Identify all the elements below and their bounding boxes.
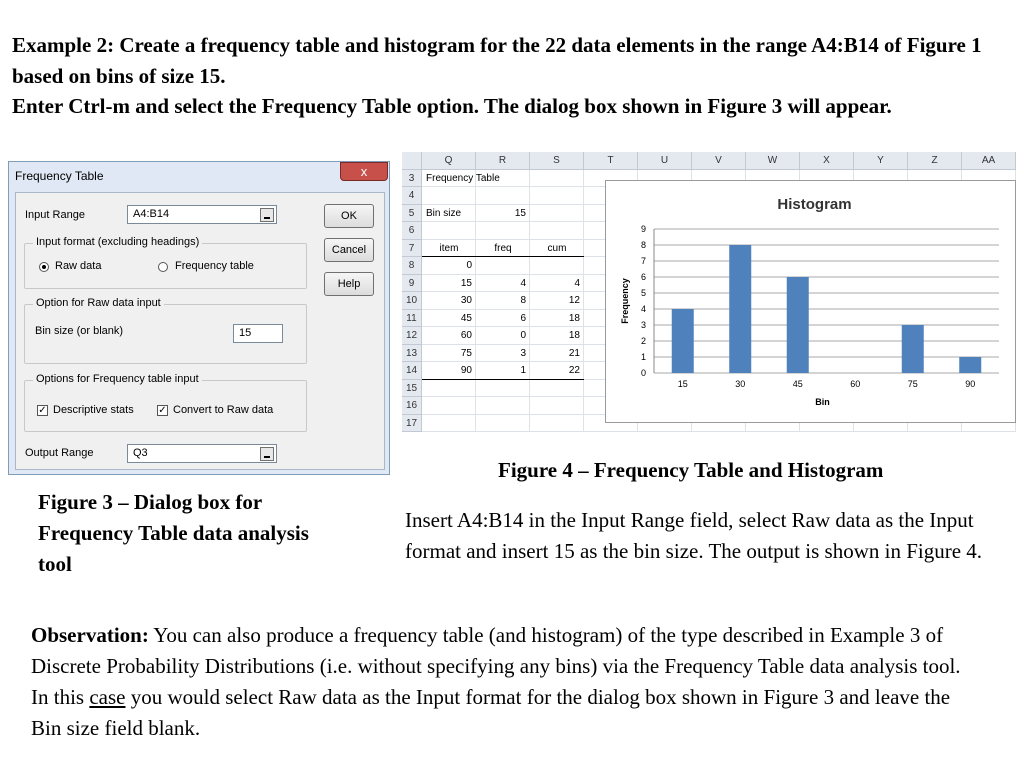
table-bottom-border — [422, 379, 584, 380]
convert-raw-label: Convert to Raw data — [173, 404, 274, 416]
table-cell: 0 — [520, 330, 526, 341]
observation-text-1: You can also produce a frequency table (and histogram) of the type described in Example 3 of Discrete Probability Distributions (i.e. without specifying any bins) via the Frequency Table data analysis tool. In this — [31, 623, 961, 709]
row-header: 3 — [402, 170, 422, 188]
frequency-table-label: Frequency table — [175, 260, 254, 272]
table-header-cell: cum — [547, 242, 567, 254]
column-header: Q — [422, 152, 476, 170]
y-tick-label: 1 — [640, 352, 646, 362]
case-link[interactable]: case — [89, 685, 126, 709]
raw-data-options-group — [24, 297, 307, 364]
frequency-table-options-group — [24, 373, 307, 432]
row-header: 7 — [402, 240, 422, 258]
sheet-gridline — [422, 431, 1016, 432]
frequency-table-radio[interactable] — [158, 262, 168, 272]
column-header: Z — [908, 152, 962, 170]
column-header: S — [530, 152, 584, 170]
row-header: 10 — [402, 292, 422, 310]
column-header: Y — [854, 152, 908, 170]
y-tick-label: 8 — [640, 240, 646, 250]
row-header: 11 — [402, 310, 422, 328]
close-button[interactable]: x — [340, 162, 388, 181]
histogram-bar — [959, 357, 981, 373]
sheet-corner — [402, 152, 422, 170]
input-format-group-title: Input format (excluding headings) — [33, 236, 202, 248]
histogram-bar — [672, 309, 694, 373]
table-cell: 18 — [568, 312, 580, 324]
table-cell: 90 — [460, 365, 472, 376]
figure-4-caption: Figure 4 – Frequency Table and Histogram — [498, 458, 884, 482]
figure-3-caption: Figure 3 – Dialog box for Frequency Table data analysis tool — [38, 490, 309, 576]
table-cell: 60 — [460, 330, 472, 341]
table-cell: 3 — [520, 347, 526, 359]
column-header: V — [692, 152, 746, 170]
frequency-table-options-title: Options for Frequency table input — [33, 373, 202, 385]
output-range-collapse-icon[interactable] — [260, 447, 274, 461]
descriptive-stats-checkbox[interactable]: ✓ — [38, 405, 47, 416]
table-cell: 8 — [520, 295, 526, 306]
raw-data-radio[interactable] — [39, 262, 49, 272]
dialog-body — [15, 192, 385, 470]
bin-size-field[interactable]: 15 — [233, 324, 283, 343]
table-cell: 0 — [466, 260, 472, 271]
y-tick-label: 0 — [640, 368, 646, 378]
column-header: R — [476, 152, 530, 170]
chart-title: Histogram — [777, 196, 852, 213]
descriptive-stats-label: Descriptive stats — [53, 404, 134, 416]
table-header-cell: freq — [494, 242, 512, 254]
table-cell: 30 — [460, 295, 472, 306]
x-tick-label: 75 — [907, 379, 918, 389]
histogram-bar — [787, 277, 809, 373]
table-cell: 4 — [574, 277, 580, 289]
row-header: 16 — [402, 397, 422, 415]
row-header: 6 — [402, 222, 422, 240]
output-range-field[interactable]: Q3 — [127, 444, 277, 463]
observation-label: Observation: — [31, 623, 149, 647]
histogram-bar — [902, 325, 924, 373]
row-header: 5 — [402, 205, 422, 223]
output-range-label: Output Range — [25, 447, 94, 459]
table-cell: 6 — [520, 312, 526, 324]
x-tick-label: 30 — [735, 379, 746, 389]
row-header: 4 — [402, 187, 422, 205]
y-tick-label: 3 — [640, 320, 646, 330]
table-cell: 18 — [568, 330, 580, 341]
cancel-button[interactable]: Cancel — [324, 238, 374, 262]
histogram-svg — [606, 181, 1015, 422]
intro-line-2: Enter Ctrl-m and select the Frequency Table option. The dialog box shown in Figure 3 will appear. — [12, 94, 892, 118]
intro-text — [12, 30, 1012, 122]
row-header: 13 — [402, 345, 422, 363]
row-header: 14 — [402, 362, 422, 380]
table-cell — [530, 257, 584, 275]
row-header: 12 — [402, 327, 422, 345]
intro-line-1: Example 2: Create a frequency table and histogram for the 22 data elements in the range A4:B14 of Figure 1 based on bins of size 15. — [12, 33, 982, 88]
bin-size-value-cell: 15 — [514, 207, 526, 219]
observation-text-2: you would select Raw data as the Input format for the dialog box shown in Figure 3 and leave the Bin size field blank. — [31, 685, 951, 740]
raw-data-label: Raw data — [55, 260, 102, 272]
y-axis-label: Frequency — [620, 278, 630, 324]
bin-size-label-cell: Bin size — [426, 207, 462, 219]
y-tick-label: 5 — [640, 288, 646, 298]
ok-button[interactable]: OK — [324, 204, 374, 228]
convert-raw-checkbox[interactable]: ✓ — [158, 405, 167, 416]
observation-paragraph — [31, 620, 981, 744]
y-tick-label: 4 — [640, 304, 646, 314]
table-cell: 15 — [460, 277, 472, 289]
help-button[interactable]: Help — [324, 272, 374, 296]
table-cell: 21 — [568, 347, 580, 359]
column-header: T — [584, 152, 638, 170]
column-header: U — [638, 152, 692, 170]
row-header: 9 — [402, 275, 422, 293]
x-tick-label: 90 — [965, 379, 976, 389]
y-tick-label: 9 — [640, 224, 646, 234]
sheet-title-cell: Frequency Table — [426, 172, 500, 184]
dialog-title: Frequency Table — [15, 169, 104, 183]
table-header-cell: item — [439, 242, 459, 254]
input-range-label: Input Range — [25, 209, 85, 221]
row-header: 17 — [402, 415, 422, 433]
row-header: 15 — [402, 380, 422, 398]
row-header: 8 — [402, 257, 422, 275]
x-tick-label: 60 — [850, 379, 861, 389]
y-tick-label: 7 — [640, 256, 646, 266]
table-cell — [476, 257, 530, 275]
table-cell: 75 — [460, 347, 472, 359]
table-cell: 22 — [568, 365, 580, 376]
y-tick-label: 2 — [640, 336, 646, 346]
bin-size-label: Bin size (or blank) — [35, 325, 124, 337]
table-cell: 4 — [520, 277, 526, 289]
table-cell: 45 — [460, 312, 472, 324]
x-axis-label: Bin — [815, 397, 830, 407]
input-range-field[interactable]: A4:B14 — [127, 205, 277, 224]
input-range-collapse-icon[interactable] — [260, 208, 274, 222]
histogram-chart — [605, 180, 1016, 423]
x-tick-label: 15 — [677, 379, 688, 389]
column-header: W — [746, 152, 800, 170]
table-cell: 1 — [520, 365, 526, 376]
column-header: AA — [962, 152, 1016, 170]
input-format-group — [24, 236, 307, 289]
raw-data-options-title: Option for Raw data input — [33, 297, 164, 309]
column-header: X — [800, 152, 854, 170]
table-cell: 12 — [568, 295, 580, 306]
frequency-table-dialog — [8, 161, 390, 475]
histogram-bar — [729, 245, 751, 373]
y-tick-label: 6 — [640, 272, 646, 282]
x-tick-label: 45 — [792, 379, 803, 389]
insert-instructions: Insert A4:B14 in the Input Range field, select Raw data as the Input format and insert 15 as the bin size. The output is shown in Figure 4. — [405, 508, 983, 563]
